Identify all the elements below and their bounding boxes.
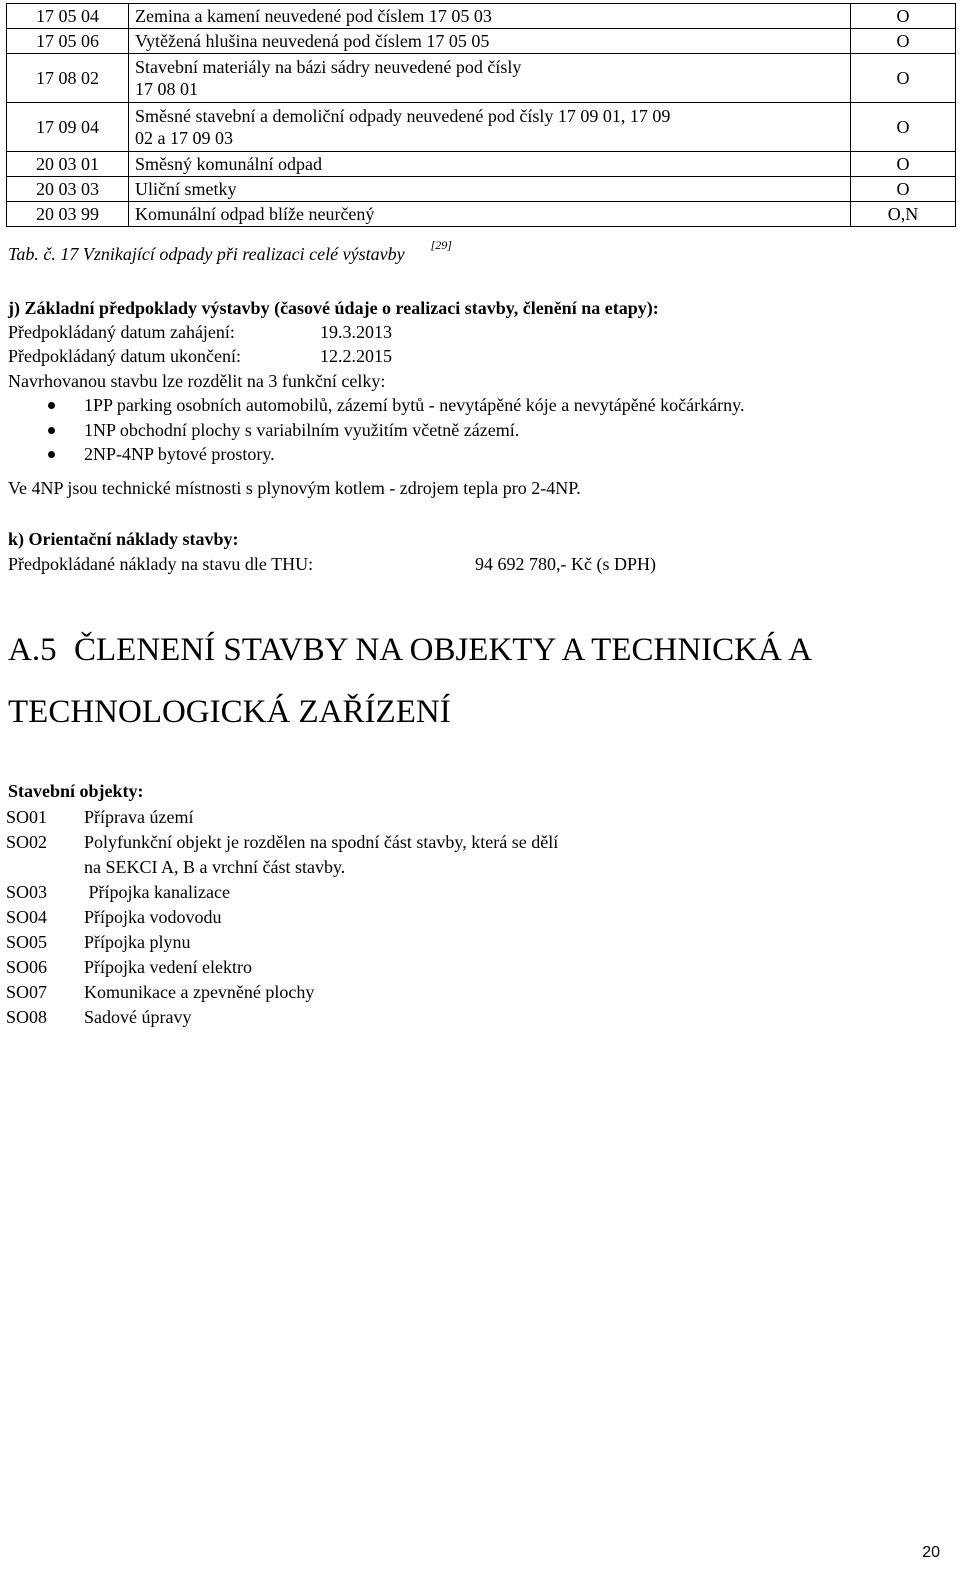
object-code: SO01 [6, 807, 48, 827]
waste-code: 17 05 06 [7, 29, 129, 54]
start-date-row [8, 320, 392, 344]
waste-category: O [851, 177, 956, 202]
building-objects-list [6, 805, 558, 1030]
object-code: SO02 [6, 832, 48, 852]
functional-units-list [8, 393, 744, 467]
section-title-line1: ČLENENÍ STAVBY NA OBJEKTY A TECHNICKÁ A [74, 632, 813, 668]
object-code: SO08 [6, 1007, 48, 1027]
list-item [6, 805, 558, 830]
table-caption-text: Tab. č. 17 Vznikající odpady při realizaci celé výstavby [8, 244, 405, 264]
table-row [7, 202, 956, 227]
waste-category: O [851, 29, 956, 54]
functional-units-intro: Navrhovanou stavbu lze rozdělit na 3 funkční celky: [8, 371, 386, 391]
list-item-text: 1NP obchodní plochy s variabilním využitím včetně zázemí. [84, 419, 520, 440]
bullet-icon [48, 402, 55, 409]
table-row [7, 4, 956, 29]
list-item-text: 1PP parking osobních automobilů, zázemí bytů - nevytápěné kóje a nevytápěné kočárkárny. [84, 395, 745, 415]
object-name: Sadové úpravy [84, 1007, 192, 1027]
waste-name: Komunální odpad blíže neurčený [129, 202, 851, 227]
waste-name: Zemina a kamení neuvedené pod číslem 17 05 03 [129, 4, 851, 29]
list-item [6, 905, 558, 930]
waste-category: O,N [851, 202, 956, 227]
object-code: SO07 [6, 982, 48, 1002]
start-date-value: 19.3.2013 [320, 322, 392, 342]
list-item [8, 442, 744, 467]
object-name: Přípojka plynu [84, 932, 191, 952]
waste-name: Směsný komunální odpad [129, 152, 851, 177]
end-date-value: 12.2.2015 [320, 346, 392, 366]
section-k-heading: k) Orientační náklady stavby: [8, 529, 239, 549]
list-item [6, 955, 558, 980]
object-name: Přípojka vodovodu [84, 907, 222, 927]
waste-category: O [851, 152, 956, 177]
start-date-label: Předpokládaný datum zahájení: [8, 322, 235, 342]
table-row [7, 54, 956, 103]
list-item [6, 930, 558, 955]
table-caption [8, 238, 452, 265]
waste-name-continued: 17 08 01 [135, 79, 198, 99]
waste-name: Uliční smetky [129, 177, 851, 202]
bullet-icon [48, 427, 55, 434]
section-number: A.5 [8, 632, 57, 668]
waste-code: 20 03 99 [7, 202, 129, 227]
waste-code: 17 08 02 [7, 54, 129, 103]
waste-name: Vytěžená hlušina neuvedená pod číslem 17 05 05 [129, 29, 851, 54]
waste-name: Směsné stavební a demoliční odpady neuvedené pod čísly 17 09 01, 17 09 [135, 106, 671, 126]
object-name: Komunikace a zpevněné plochy [84, 982, 315, 1002]
waste-category: O [851, 103, 956, 152]
end-date-label: Předpokládaný datum ukončení: [8, 346, 241, 366]
cost-row [8, 552, 656, 576]
reference-marker: [29] [430, 238, 452, 252]
object-code: SO06 [6, 957, 48, 977]
table-row [7, 29, 956, 54]
object-name: Příprava území [84, 807, 194, 827]
waste-name: Stavební materiály na bázi sádry neuvedené pod čísly [135, 57, 522, 77]
list-item [8, 418, 744, 443]
object-name: Přípojka kanalizace [84, 882, 230, 902]
cost-value: 94 692 780,- Kč (s DPH) [475, 554, 656, 574]
object-code: SO05 [6, 932, 48, 952]
list-item [6, 1005, 558, 1030]
building-objects-heading: Stavební objekty: [8, 781, 144, 801]
section-j-heading: j) Základní předpoklady výstavby (časové údaje o realizaci stavby, členění na etapy): [8, 298, 659, 318]
list-item [8, 393, 744, 418]
waste-code: 20 03 03 [7, 177, 129, 202]
waste-code: 17 09 04 [7, 103, 129, 152]
bullet-icon [48, 451, 55, 458]
object-name: Přípojka vedení elektro [84, 957, 252, 977]
waste-category: O [851, 54, 956, 103]
waste-code: 20 03 01 [7, 152, 129, 177]
list-item [6, 980, 558, 1005]
waste-name-cell [129, 54, 851, 103]
section-title-line2: TECHNOLOGICKÁ ZAŘÍZENÍ [8, 694, 451, 730]
list-item-text: 2NP-4NP bytové prostory. [84, 444, 275, 464]
object-code: SO04 [6, 907, 48, 927]
waste-code: 17 05 04 [7, 4, 129, 29]
list-item [6, 830, 558, 880]
object-name-cell [84, 830, 558, 880]
list-item [6, 880, 558, 905]
end-date-row [8, 344, 392, 368]
technical-rooms-note: Ve 4NP jsou technické místnosti s plynovým kotlem - zdrojem tepla pro 2-4NP. [8, 478, 581, 498]
object-name: Polyfunkční objekt je rozdělen na spodní část stavby, která se dělí [84, 832, 559, 852]
cost-label: Předpokládané náklady na stavu dle THU: [8, 554, 314, 574]
page-number: 20 [922, 1544, 940, 1561]
section-a5-title [8, 630, 812, 670]
waste-name-cell [129, 103, 851, 152]
waste-table [6, 3, 956, 227]
table-row [7, 177, 956, 202]
object-code: SO03 [6, 882, 48, 902]
table-row [7, 103, 956, 152]
waste-category: O [851, 4, 956, 29]
table-row [7, 152, 956, 177]
object-name-continued: na SEKCI A, B a vrchní část stavby. [84, 857, 346, 877]
waste-name-continued: 02 a 17 09 03 [135, 128, 233, 148]
